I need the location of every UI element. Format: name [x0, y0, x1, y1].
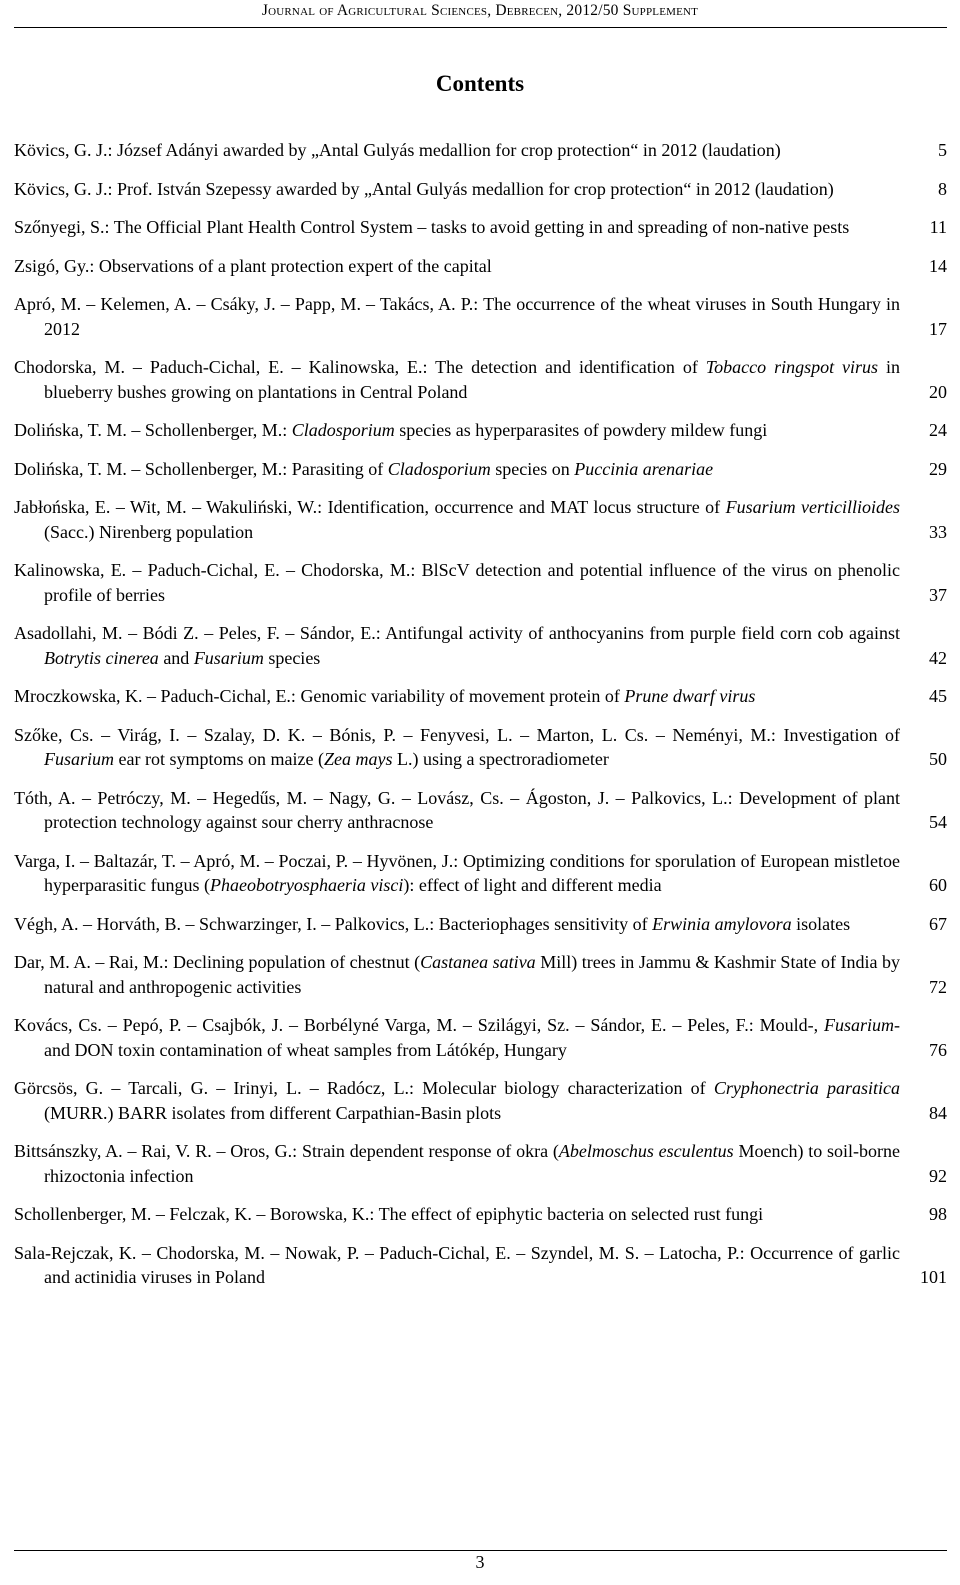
toc-entry-text	[14, 684, 900, 709]
toc-entry-title-italic: Cryphonectria parasitica	[713, 1078, 900, 1098]
toc-entry-title: ): effect of light and different media	[403, 875, 662, 895]
toc-entry-title: and DON toxin contamination of wheat samples from Látókép, Hungary	[44, 1039, 567, 1060]
toc-entry-authors: Apró, M. – Kelemen, A. – Csáky, J. – Papp, M. – Takács, A. P.:	[14, 294, 479, 314]
toc-entry-text	[14, 254, 900, 279]
toc-entry-page: 24	[929, 420, 947, 440]
table-of-contents	[14, 138, 947, 1304]
toc-entry	[14, 1076, 947, 1125]
toc-entry-text	[14, 912, 900, 937]
toc-entry-title: Moench) to soil-borne rhizoctonia infection	[44, 1141, 901, 1186]
toc-entry	[14, 495, 947, 544]
toc-entry-authors: Zsigó, Gy.:	[14, 255, 95, 276]
toc-entry-title: BlScV detection and potential influence of the virus on phenolic profile of berries	[44, 560, 901, 605]
toc-entry-page: 37	[929, 584, 947, 605]
toc-entry	[14, 558, 947, 607]
toc-entry-text	[14, 355, 900, 404]
toc-entry-text	[14, 558, 900, 607]
toc-entry-text	[14, 138, 900, 163]
toc-entry-title: Development of plant protection technology against sour cherry anthracnose	[44, 787, 900, 832]
toc-entry-text	[14, 621, 900, 670]
toc-entry-page: 76	[929, 1039, 947, 1060]
toc-entry-authors: Dolińska, T. M. – Schollenberger, M.:	[14, 420, 288, 440]
toc-entry-authors: Kalinowska, E. – Paduch-Cichal, E. – Chodorska, M.:	[14, 560, 416, 580]
toc-entry-title: Bacteriophages sensitivity of	[438, 913, 653, 934]
toc-entry-page: 29	[929, 458, 947, 479]
toc-entry-title: (MURR.) BARR isolates from different Carpathian-Basin plots	[44, 1102, 502, 1123]
toc-entry-authors: Bittsánszky, A. – Rai, V. R. – Oros, G.:	[14, 1141, 298, 1161]
header-rule	[14, 27, 947, 28]
toc-entry-page: 98	[929, 1204, 947, 1224]
toc-entry-authors: Dolińska, T. M. – Schollenberger, M.:	[14, 458, 288, 479]
toc-entry	[14, 1202, 947, 1227]
toc-entry-text	[14, 177, 900, 202]
running-head: Journal of Agricultural Sciences, Debrecen, 2012/50 Supplement	[261, 2, 699, 19]
toc-entry	[14, 849, 947, 898]
toc-entry-title: Declining population of chestnut (	[173, 952, 421, 972]
toc-entry-page: 5	[938, 140, 947, 160]
toc-entry-title: species	[263, 647, 321, 668]
toc-entry-title-italic: Tobacco ringspot virus	[705, 357, 879, 377]
toc-entry-title: Investigation of	[783, 724, 900, 745]
toc-entry-title: Antifungal activity of anthocyanins from purple field corn cob against	[385, 623, 900, 643]
toc-entry-authors: Kövics, G. J.:	[14, 140, 113, 160]
toc-entry	[14, 950, 947, 999]
toc-entry-title-italic: Fusarium-	[824, 1015, 901, 1035]
toc-entry-title-italic: Abelmoschus esculentus	[558, 1141, 734, 1161]
toc-entry	[14, 292, 947, 341]
toc-entry	[14, 254, 947, 279]
toc-entry-title: The effect of epiphytic bacteria on selected rust fungi	[378, 1204, 764, 1224]
toc-entry-text	[14, 950, 900, 999]
toc-entry-authors: Tóth, A. – Petróczy, M. – Hegedűs, M. – Nagy, G. – Lovász, Cs. – Ágoston, J. – Palkovics, L.:	[14, 787, 733, 808]
toc-entry-authors: Dar, M. A. – Rai, M.:	[14, 952, 169, 972]
toc-entry-authors: Mroczkowska, K. – Paduch-Cichal, E.:	[14, 686, 296, 706]
toc-entry-authors: Jabłońska, E. – Wit, M. – Wakuliński, W.:	[14, 497, 323, 517]
toc-entry-authors: Schollenberger, M. – Felczak, K. – Borowska, K.:	[14, 1204, 375, 1224]
toc-entry-title: isolates	[791, 913, 851, 934]
toc-entry-title-italic: Puccinia arenariae	[574, 458, 714, 479]
toc-entry-page: 101	[920, 1267, 947, 1287]
toc-entry-text	[14, 1013, 900, 1062]
toc-entry-title: The occurrence of the wheat viruses in South Hungary in 2012	[44, 294, 900, 339]
toc-entry-title: Mould-,	[759, 1015, 825, 1035]
toc-entry-text	[14, 1202, 900, 1227]
toc-entry	[14, 621, 947, 670]
toc-entry-title: Strain dependent response of okra (	[301, 1141, 559, 1161]
toc-entry	[14, 177, 947, 202]
toc-entry-page: 60	[929, 875, 947, 895]
toc-entry-page: 17	[929, 318, 947, 339]
toc-entry-title: (Sacc.) Nirenberg population	[44, 521, 254, 542]
toc-entry-page: 67	[929, 913, 947, 934]
toc-entry-authors: Chodorska, M. – Paduch-Cichal, E. – Kalinowska, E.:	[14, 357, 428, 377]
toc-entry-title-italic: Fusarium	[44, 749, 115, 769]
toc-entry-title: species on	[490, 458, 575, 479]
toc-entry-title: Occurrence of garlic and actinidia viruses in Poland	[44, 1242, 900, 1287]
toc-entry-title: József Adányi awarded by „Antal Gulyás medallion for crop protection“ in 2012 (laudation)	[117, 140, 781, 160]
toc-entry-page: 8	[938, 178, 947, 199]
page-title: Contents	[435, 71, 525, 96]
toc-entry-text	[14, 1076, 900, 1125]
toc-entry-text	[14, 495, 900, 544]
toc-entry-authors: Szőke, Cs. – Virág, I. – Szalay, D. K. – Bónis, P. – Fenyvesi, L. – Marton, L. Cs. – Neményi, M.:	[14, 724, 776, 745]
toc-entry-page: 72	[929, 976, 947, 997]
toc-entry-text	[14, 723, 900, 772]
toc-entry-text	[14, 418, 900, 443]
toc-entry-text	[14, 292, 900, 341]
toc-entry	[14, 457, 947, 482]
toc-entry-title-italic: Castanea sativa	[420, 952, 536, 972]
toc-entry-authors: Sala-Rejczak, K. – Chodorska, M. – Nowak, P. – Paduch-Cichal, E. – Szyndel, M. S. – Latocha, P.:	[14, 1242, 745, 1263]
toc-entry-page: 54	[929, 812, 947, 832]
toc-entry-title: The detection and identification of	[435, 357, 706, 377]
toc-entry-title-italic: Zea mays	[323, 749, 393, 769]
toc-entry-authors: Varga, I. – Baltazár, T. – Apró, M. – Poczai, P. – Hyvönen, J.:	[14, 850, 459, 871]
toc-entry-title-italic: Fusarium verticillioides	[725, 497, 901, 517]
toc-entry-page: 84	[929, 1102, 947, 1123]
toc-entry-title-italic: Botrytis cinerea	[44, 647, 159, 668]
toc-entry-title: Optimizing conditions for sporulation of European mistletoe hyperparasitic fungus (	[44, 850, 901, 895]
toc-entry-page: 14	[929, 255, 947, 276]
toc-entry-title: Molecular biology characterization of	[422, 1078, 714, 1098]
toc-entry-title: The Official Plant Health Control System – tasks to avoid getting in and spreading of non-native pests	[113, 217, 850, 237]
footer-rule	[14, 1550, 947, 1551]
toc-entry-title: ear rot symptoms on maize (	[114, 749, 324, 769]
toc-entry-text	[14, 457, 900, 482]
toc-entry-text	[14, 215, 900, 240]
toc-entry-title: species as hyperparasites of powdery mildew fungi	[394, 420, 768, 440]
toc-entry-title: Prof. István Szepessy awarded by „Antal Gulyás medallion for crop protection“ in 2012 (laudation)	[117, 178, 834, 199]
toc-entry	[14, 1241, 947, 1290]
toc-entry-title: in blueberry bushes growing on plantations in Central Poland	[44, 357, 900, 402]
toc-entry-text	[14, 1139, 900, 1188]
toc-entry	[14, 723, 947, 772]
toc-entry-page: 50	[929, 749, 947, 769]
toc-entry-page: 92	[929, 1165, 947, 1186]
toc-entry-title: Genomic variability of movement protein of	[300, 686, 625, 706]
toc-entry-title: Parasiting of	[291, 458, 388, 479]
toc-entry-title-italic: Phaeobotryosphaeria visci	[209, 875, 404, 895]
toc-entry	[14, 355, 947, 404]
toc-entry	[14, 684, 947, 709]
toc-entry	[14, 418, 947, 443]
toc-entry-title-italic: Cladosporium	[291, 420, 395, 440]
toc-entry-page: 42	[929, 647, 947, 668]
toc-entry	[14, 1139, 947, 1188]
toc-entry	[14, 1013, 947, 1062]
toc-entry-title: and	[158, 647, 194, 668]
toc-entry	[14, 786, 947, 835]
toc-entry-authors: Kovács, Cs. – Pepó, P. – Csajbók, J. – Borbélyné Varga, M. – Szilágyi, Sz. – Sándor, E. – Peles, F.:	[14, 1015, 754, 1035]
toc-entry-title-italic: Fusarium	[193, 647, 264, 668]
toc-entry-authors: Asadollahi, M. – Bódi Z. – Peles, F. – Sándor, E.:	[14, 623, 381, 643]
toc-entry-title-italic: Erwinia amylovora	[652, 913, 792, 934]
toc-entry-authors: Kövics, G. J.:	[14, 178, 113, 199]
toc-entry-title-italic: Cladosporium	[387, 458, 491, 479]
toc-entry-authors: Végh, A. – Horváth, B. – Schwarzinger, I. – Palkovics, L.:	[14, 913, 435, 934]
toc-entry-page: 45	[929, 686, 947, 706]
toc-entry	[14, 215, 947, 240]
page-number: 3	[475, 1552, 485, 1572]
toc-entry-page: 20	[929, 381, 947, 402]
toc-entry	[14, 138, 947, 163]
toc-entry-authors: Szőnyegi, S.:	[14, 217, 110, 237]
toc-entry	[14, 912, 947, 937]
toc-entry-text	[14, 1241, 900, 1290]
toc-entry-title: Identification, occurrence and MAT locus structure of	[327, 497, 726, 517]
toc-entry-title: Observations of a plant protection expert of the capital	[98, 255, 492, 276]
toc-entry-page: 11	[929, 217, 947, 237]
toc-entry-title: L.) using a spectroradiometer	[392, 749, 609, 769]
toc-entry-page: 33	[929, 521, 947, 542]
toc-entry-text	[14, 849, 900, 898]
toc-entry-text	[14, 786, 900, 835]
toc-entry-title: Mill) trees in Jammu & Kashmir State of India by natural and anthropogenic activities	[44, 952, 901, 997]
toc-entry-title-italic: Prune dwarf virus	[624, 686, 756, 706]
toc-entry-authors: Görcsös, G. – Tarcali, G. – Irinyi, L. – Radócz, L.:	[14, 1078, 415, 1098]
